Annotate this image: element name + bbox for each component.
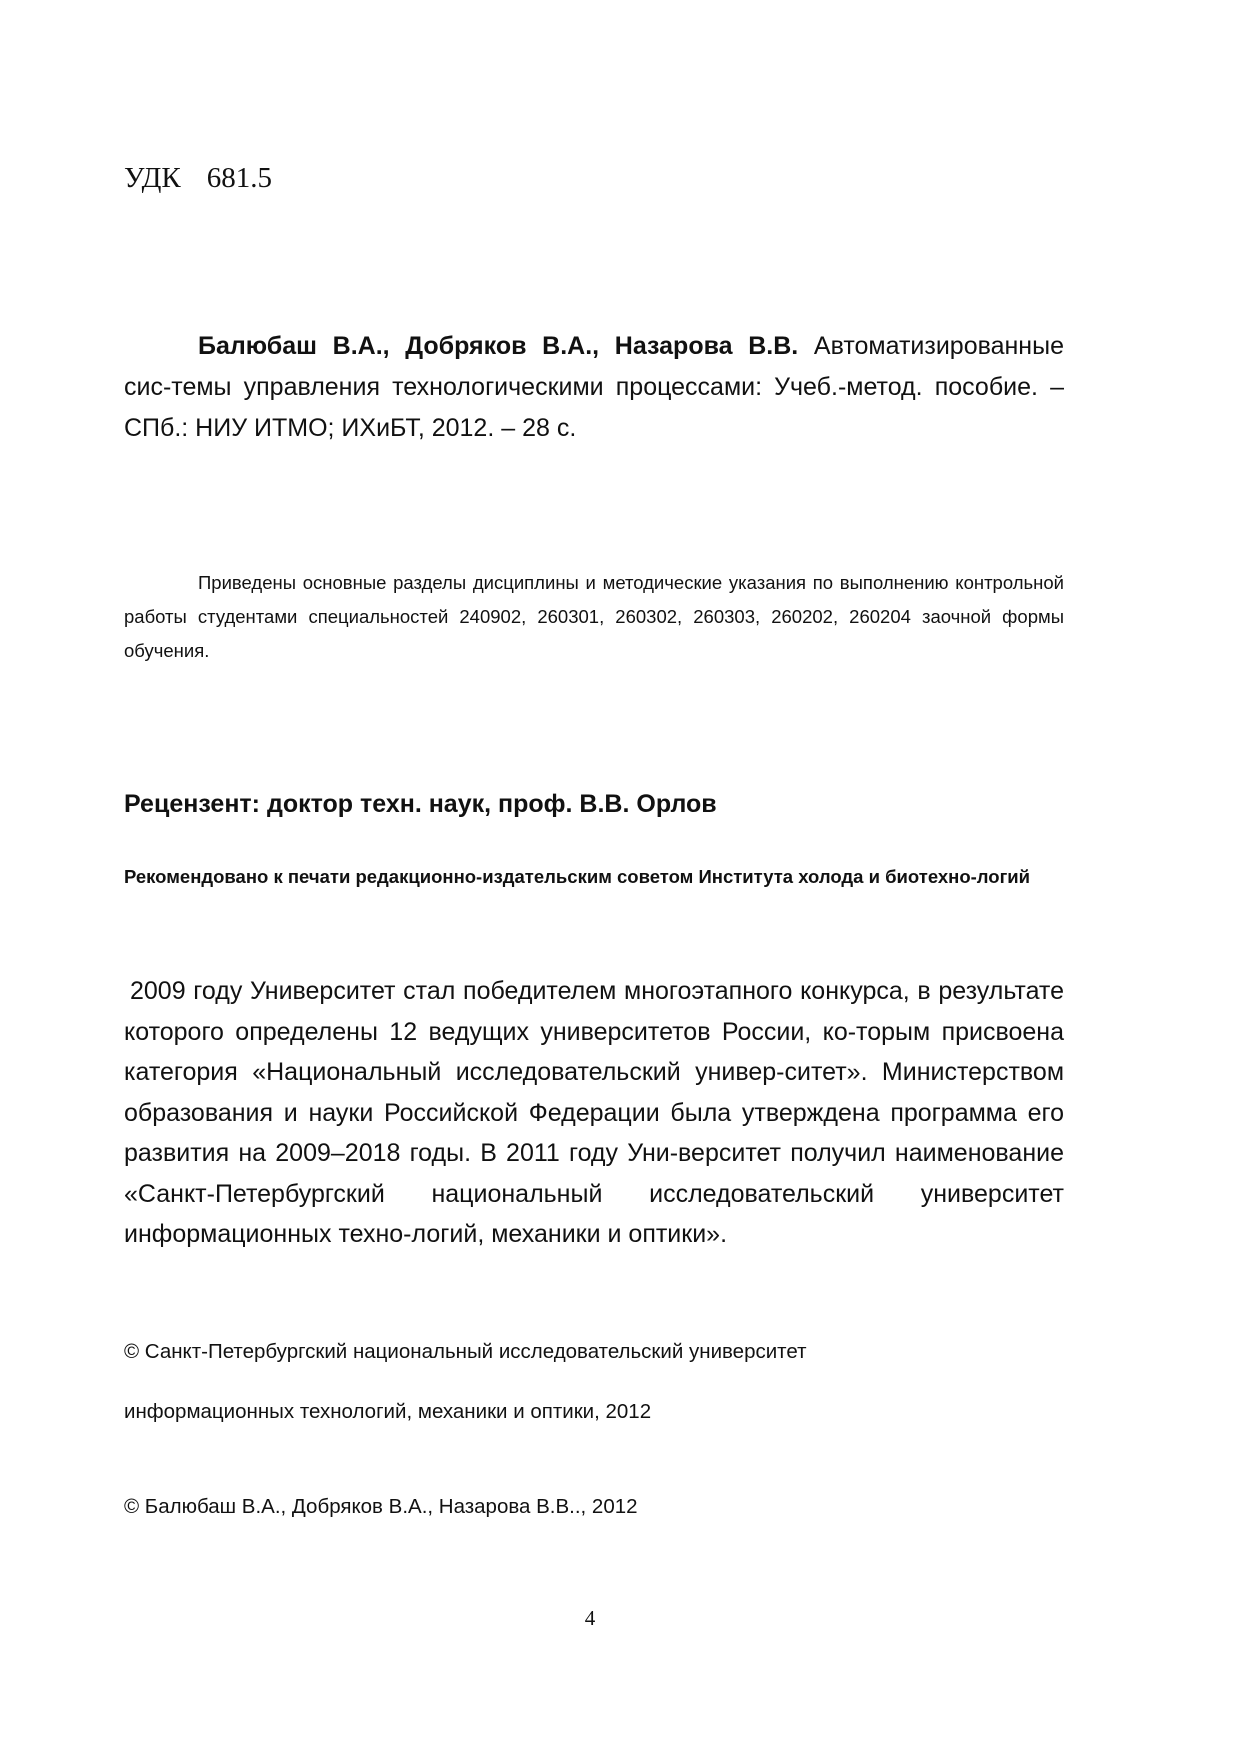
citation-text: Автоматизированные сис-темы управления технологическими процессами: Учеб.-метод. пособие. – СПб.: НИУ ИТМО; ИХиБТ, 2012. – 28 с. [124, 332, 1064, 442]
copyright-university-line-1: © Санкт-Петербургский национальный исследовательский университет [124, 1340, 807, 1363]
page-number: 4 [584, 1606, 596, 1630]
copyright-university [124, 1322, 806, 1442]
udc-label: УДК [124, 162, 181, 194]
bibliographic-citation [124, 326, 1064, 449]
udc-line [124, 162, 272, 195]
reviewer-line: Рецензент: доктор техн. наук, проф. В.В. Орлов [124, 790, 717, 818]
recommended-for-print: Рекомендовано к печати редакционно-издательским советом Института холода и биотехно-логий [124, 866, 1031, 887]
citation-authors: Балюбаш В.А., Добряков В.А., Назарова В.В. [198, 332, 799, 360]
udc-code: 681.5 [206, 162, 272, 194]
abstract-paragraph: Приведены основные разделы дисциплины и методические указания по выполнению контрольной работы студентами специальностей 240902, 260301, 260302, 260303, 260202, 260204 заочной формы обучения. [124, 572, 1064, 661]
copyright-university-line-2: информационных технологий, механики и оптики, 2012 [124, 1400, 652, 1423]
copyright-authors: © Балюбаш В.А., Добряков В.А., Назарова В.В.., 2012 [124, 1495, 638, 1518]
history-text: 2009 году Университет стал победителем многоэтапного конкурса, в результате которого определены 12 ведущих университетов России, ко-торым присвоена категория «Национальный исследовательский универ-ситет». Министерством образования и науки Российской Федерации была утверждена программа его развития на 2009–2018 годы. В 2011 году Уни-верситет получил наименование «Санкт-Петербургский национальный исследовательский университет информационных техно-логий, механики и оптики». [124, 977, 1064, 1248]
university-history-paragraph [124, 971, 1064, 1255]
